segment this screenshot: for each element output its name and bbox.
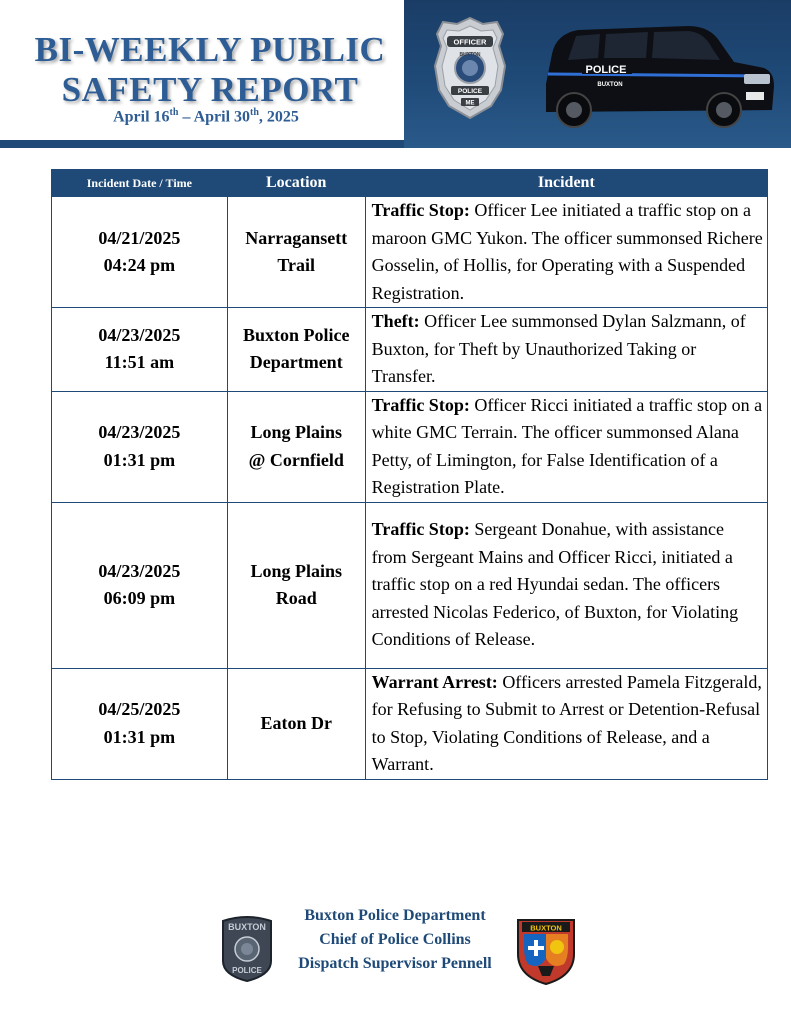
location-line-2: @ Cornfield: [248, 449, 344, 470]
location-line-1: Eaton Dr: [260, 712, 332, 733]
incident-datetime: [52, 391, 228, 502]
incident-date: 04/23/2025: [98, 560, 181, 581]
footer-department: Buxton Police Department: [304, 907, 486, 924]
incident-date: 04/23/2025: [98, 422, 181, 442]
incident-datetime: [52, 197, 228, 308]
incident-location: [227, 308, 365, 392]
incident-text: Sergeant Donahue, with assistance from Sergeant Mains and Officer Ricci, initiated a traffic stop on a red Hyundai sedan. The officers arrested Nicolas Federico, of Buxton, for Violating Conditions of Release.: [371, 519, 739, 650]
date-separator: –: [178, 108, 194, 126]
car-text-town: BUXTON: [597, 82, 623, 88]
incident-datetime: [52, 668, 228, 779]
column-header-incident: Incident: [365, 170, 767, 197]
incident-description: [365, 502, 767, 668]
incident-text: Officer Lee summonsed Dylan Salzmann, of Buxton, for Theft by Unauthorized Taking or Transfer.: [371, 311, 746, 386]
emergency-services-patch-icon: [514, 914, 578, 986]
left-patch-text-bottom: POLICE: [232, 966, 262, 975]
police-badge-icon: [433, 16, 507, 120]
date-end-suffix: th: [250, 107, 259, 118]
location-line-1: Narragansett: [245, 227, 348, 248]
right-patch-text: BUXTON: [530, 923, 562, 933]
incident-datetime: [52, 308, 228, 392]
incident-description: [365, 308, 767, 392]
incident-description: [365, 197, 767, 308]
footer-credits: [280, 904, 510, 976]
badge-text-state: ME: [465, 100, 475, 107]
incident-table: [51, 169, 768, 780]
incident-text: Officer Lee initiated a traffic stop on a maroon GMC Yukon. The officer summonsed Richere Gosselin, of Hollis, for Operating with a Suspended Registration.: [371, 200, 763, 303]
police-suv-image: [538, 14, 778, 134]
location-line-1: Long Plains: [250, 422, 342, 442]
date-end: April 30: [193, 108, 251, 126]
header-divider: [0, 140, 404, 148]
incident-date: 04/23/2025: [98, 324, 181, 345]
left-patch-text-top: BUXTON: [228, 922, 266, 932]
incident-description: [365, 668, 767, 779]
car-text-police: POLICE: [585, 64, 627, 76]
table-row: [52, 308, 768, 392]
footer-dispatch: Dispatch Supervisor Pennell: [298, 955, 492, 972]
incident-time: 01:31 pm: [103, 726, 176, 747]
badge-text-mid: BUXTON: [459, 52, 481, 58]
police-patch-icon: [219, 913, 275, 983]
table-row: [52, 668, 768, 779]
column-header-location: Location: [227, 170, 365, 197]
incident-location: [227, 668, 365, 779]
table-row: [52, 197, 768, 308]
incident-type: Traffic Stop:: [371, 519, 470, 540]
location-line-2: Trail: [277, 255, 316, 275]
title-line-1: BI-WEEKLY PUBLIC: [34, 30, 386, 69]
location-line-1: Buxton Police: [242, 324, 350, 345]
incident-date: 04/25/2025: [98, 699, 181, 719]
badge-text-top: OFFICER: [453, 37, 487, 47]
report-title: [0, 30, 420, 110]
incident-datetime: [52, 502, 228, 668]
incident-time: 11:51 am: [104, 352, 175, 373]
date-year: , 2025: [258, 108, 299, 126]
table-row: [52, 391, 768, 502]
table-header-row: [52, 170, 768, 197]
incident-time: 01:31 pm: [103, 449, 176, 470]
incident-type: Theft:: [371, 311, 420, 331]
location-line-2: Road: [275, 588, 317, 608]
incident-type: Traffic Stop:: [371, 200, 470, 220]
incident-text: Officers arrested Pamela Fitzgerald, for Refusing to Submit to Arrest or Detention-Refusal to Stop, Violating Conditions of Release, and a Warrant.: [371, 671, 762, 774]
badge-text-bottom: POLICE: [457, 88, 483, 95]
incident-date: 04/21/2025: [98, 227, 181, 248]
incident-time: 06:09 pm: [103, 588, 176, 608]
incident-time: 04:24 pm: [103, 255, 176, 275]
incident-description: [365, 391, 767, 502]
report-date-range: [0, 107, 412, 126]
report-header: [0, 0, 791, 150]
title-line-2: SAFETY REPORT: [61, 70, 359, 109]
date-start-suffix: th: [169, 107, 179, 118]
location-line-1: Long Plains: [250, 560, 342, 581]
column-header-date: Incident Date / Time: [52, 170, 228, 197]
date-start: April 16: [113, 108, 170, 126]
footer-chief: Chief of Police Collins: [319, 931, 471, 948]
table-row: [52, 502, 768, 668]
incident-type: Traffic Stop:: [371, 394, 470, 415]
location-line-2: Department: [249, 352, 343, 373]
incident-type: Warrant Arrest:: [371, 671, 498, 692]
incident-location: [227, 391, 365, 502]
incident-text: Officer Ricci initiated a traffic stop on a white GMC Terrain. The officer summonsed Alana Petty, of Limington, for False Identification of a Registration Plate.: [371, 394, 763, 497]
incident-location: [227, 502, 365, 668]
incident-location: [227, 197, 365, 308]
